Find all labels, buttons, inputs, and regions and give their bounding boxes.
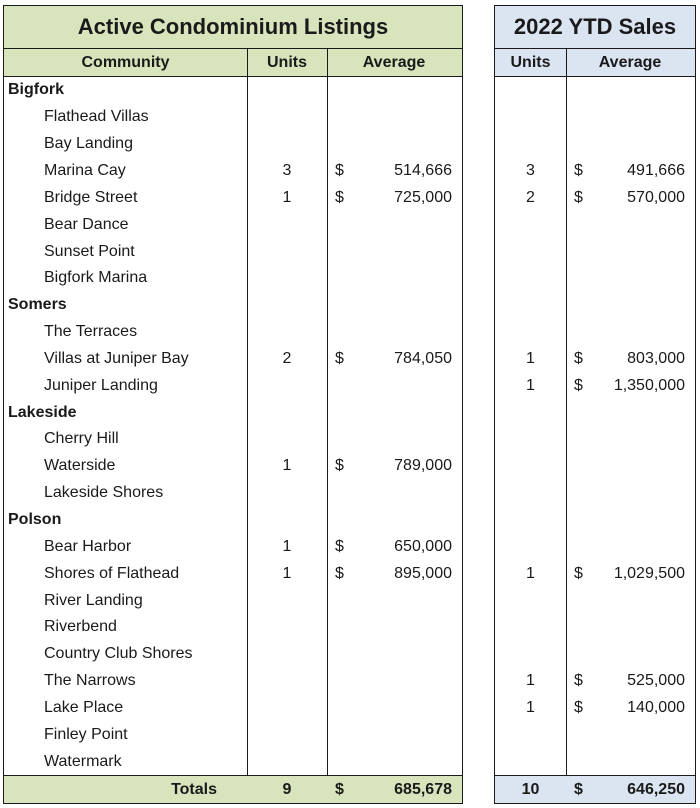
ytd-totals-row bbox=[495, 775, 695, 803]
community-name: Juniper Landing bbox=[44, 376, 158, 394]
ytd-sales-title: 2022 YTD Sales bbox=[495, 6, 695, 49]
ytd-units-cell: 3 bbox=[526, 161, 535, 179]
ytd-table-row bbox=[495, 372, 695, 399]
ytd-table-row bbox=[495, 721, 695, 748]
ytd-table-row bbox=[495, 668, 695, 695]
community-name: Watermark bbox=[44, 752, 122, 770]
average-cell: 784,050 bbox=[394, 349, 452, 367]
table-row bbox=[4, 265, 462, 292]
ytd-average-cell: 1,350,000 bbox=[613, 376, 685, 394]
table-row bbox=[4, 104, 462, 131]
ytd-dollar-sign: $ bbox=[574, 376, 583, 394]
group-name: Lakeside bbox=[8, 403, 77, 421]
active-listings-body bbox=[4, 77, 462, 775]
units-cell bbox=[247, 372, 327, 399]
ytd-table-row bbox=[495, 587, 695, 614]
ytd-table-row bbox=[495, 292, 695, 319]
dollar-sign: $ bbox=[335, 537, 344, 555]
ytd-table-row bbox=[495, 184, 695, 211]
totals-dollar-sign: $ bbox=[335, 780, 344, 798]
community-column-header: Community bbox=[81, 53, 170, 71]
ytd-table-row bbox=[495, 265, 695, 292]
ytd-table-row bbox=[495, 614, 695, 641]
group-row bbox=[4, 507, 462, 534]
ytd-average-cell: 491,666 bbox=[627, 161, 685, 179]
ytd-table-row bbox=[495, 748, 695, 775]
ytd-units-cell: 2 bbox=[526, 188, 535, 206]
table-row bbox=[4, 721, 462, 748]
units-cell bbox=[247, 641, 327, 668]
community-name: Cherry Hill bbox=[44, 430, 119, 448]
community-name: The Narrows bbox=[44, 672, 136, 690]
active-listings-header-row bbox=[4, 49, 462, 77]
table-row bbox=[4, 587, 462, 614]
community-name: Riverbend bbox=[44, 618, 117, 636]
ytd-units-cell: 1 bbox=[526, 672, 535, 690]
average-cell: 895,000 bbox=[394, 564, 452, 582]
units-cell bbox=[247, 480, 327, 507]
active-totals-row bbox=[4, 775, 462, 803]
units-cell: 1 bbox=[282, 457, 292, 475]
ytd-totals-dollar-sign: $ bbox=[574, 780, 583, 798]
totals-average: 685,678 bbox=[394, 780, 452, 798]
units-cell bbox=[247, 131, 327, 158]
average-cell: 789,000 bbox=[394, 457, 452, 475]
ytd-table-row bbox=[495, 694, 695, 721]
totals-label: Totals bbox=[171, 780, 217, 798]
group-row bbox=[4, 292, 462, 319]
table-row bbox=[4, 560, 462, 587]
active-listings-table bbox=[3, 5, 463, 804]
group-name: Polson bbox=[8, 510, 62, 528]
ytd-table-row bbox=[495, 480, 695, 507]
table-row bbox=[4, 345, 462, 372]
units-cell: 1 bbox=[282, 537, 292, 555]
dollar-sign: $ bbox=[335, 161, 344, 179]
table-row bbox=[4, 641, 462, 668]
units-cell bbox=[247, 748, 327, 775]
ytd-sales-table bbox=[494, 5, 696, 804]
units-cell bbox=[247, 211, 327, 238]
ytd-units-column-header: Units bbox=[510, 53, 551, 71]
ytd-table-row bbox=[495, 238, 695, 265]
community-name: The Terraces bbox=[44, 323, 138, 341]
ytd-units-cell bbox=[495, 614, 566, 641]
units-cell bbox=[247, 587, 327, 614]
community-name: Lakeside Shores bbox=[44, 484, 164, 502]
table-row bbox=[4, 453, 462, 480]
community-name: Country Club Shores bbox=[44, 645, 193, 663]
units-column-header: Units bbox=[267, 53, 307, 71]
table-row bbox=[4, 211, 462, 238]
ytd-units-cell bbox=[495, 238, 566, 265]
community-name: Flathead Villas bbox=[44, 108, 149, 126]
community-name: Bigfork Marina bbox=[44, 269, 148, 287]
group-name: Bigfork bbox=[8, 81, 64, 99]
ytd-units-cell bbox=[495, 587, 566, 614]
dollar-sign: $ bbox=[335, 564, 344, 582]
table-row bbox=[4, 480, 462, 507]
community-name: Sunset Point bbox=[44, 242, 135, 260]
ytd-units-cell bbox=[495, 265, 566, 292]
ytd-units-cell bbox=[495, 426, 566, 453]
table-row bbox=[4, 131, 462, 158]
table-row bbox=[4, 748, 462, 775]
ytd-dollar-sign: $ bbox=[574, 161, 583, 179]
ytd-average-cell: 570,000 bbox=[627, 188, 685, 206]
units-cell bbox=[247, 694, 327, 721]
ytd-average-column-header: Average bbox=[598, 53, 662, 71]
ytd-table-row bbox=[495, 131, 695, 158]
ytd-units-cell bbox=[495, 131, 566, 158]
ytd-table-row bbox=[495, 641, 695, 668]
dollar-sign: $ bbox=[335, 349, 344, 367]
community-name: Waterside bbox=[44, 457, 116, 475]
community-name: Bridge Street bbox=[44, 188, 138, 206]
community-name: Bear Dance bbox=[44, 215, 129, 233]
group-name: Somers bbox=[8, 296, 67, 314]
ytd-units-cell bbox=[495, 641, 566, 668]
ytd-dollar-sign: $ bbox=[574, 672, 583, 690]
average-cell: 650,000 bbox=[394, 537, 452, 555]
ytd-average-cell: 803,000 bbox=[627, 349, 685, 367]
units-cell bbox=[247, 721, 327, 748]
ytd-dollar-sign: $ bbox=[574, 698, 583, 716]
dollar-sign: $ bbox=[335, 457, 344, 475]
units-cell bbox=[247, 104, 327, 131]
table-row bbox=[4, 668, 462, 695]
ytd-table-row bbox=[495, 399, 695, 426]
ytd-sales-body bbox=[495, 77, 695, 775]
active-listings-title: Active Condominium Listings bbox=[4, 6, 462, 49]
ytd-totals-average: 646,250 bbox=[627, 780, 685, 798]
group-row bbox=[4, 399, 462, 426]
ytd-sales-header-row bbox=[495, 49, 695, 77]
table-row bbox=[4, 158, 462, 185]
community-name: Villas at Juniper Bay bbox=[44, 349, 189, 367]
units-cell bbox=[247, 614, 327, 641]
units-cell: 1 bbox=[282, 564, 292, 582]
ytd-average-cell: 525,000 bbox=[627, 672, 685, 690]
ytd-table-row bbox=[495, 453, 695, 480]
community-name: Marina Cay bbox=[44, 161, 126, 179]
ytd-table-row bbox=[495, 319, 695, 346]
ytd-units-cell bbox=[495, 533, 566, 560]
table-row bbox=[4, 694, 462, 721]
ytd-table-row bbox=[495, 104, 695, 131]
ytd-units-cell: 1 bbox=[526, 376, 535, 394]
ytd-units-cell bbox=[495, 453, 566, 480]
ytd-table-row bbox=[495, 560, 695, 587]
community-name: Shores of Flathead bbox=[44, 564, 180, 582]
units-cell bbox=[247, 265, 327, 292]
units-cell bbox=[247, 319, 327, 346]
community-name: Finley Point bbox=[44, 725, 128, 743]
ytd-average-cell: 1,029,500 bbox=[613, 564, 685, 582]
average-cell: 514,666 bbox=[394, 161, 452, 179]
units-cell bbox=[247, 426, 327, 453]
community-name: Lake Place bbox=[44, 698, 124, 716]
ytd-table-row bbox=[495, 77, 695, 104]
average-column-header: Average bbox=[362, 53, 426, 71]
units-cell bbox=[247, 668, 327, 695]
ytd-units-cell: 1 bbox=[526, 349, 535, 367]
ytd-units-cell bbox=[495, 480, 566, 507]
ytd-table-row bbox=[495, 158, 695, 185]
ytd-units-cell bbox=[495, 721, 566, 748]
table-row bbox=[4, 426, 462, 453]
ytd-table-row bbox=[495, 345, 695, 372]
ytd-units-cell: 1 bbox=[526, 564, 535, 582]
table-row bbox=[4, 319, 462, 346]
table-row bbox=[4, 372, 462, 399]
ytd-dollar-sign: $ bbox=[574, 188, 583, 206]
ytd-table-row bbox=[495, 211, 695, 238]
ytd-units-cell: 1 bbox=[526, 698, 535, 716]
units-cell: 2 bbox=[282, 349, 292, 367]
table-row bbox=[4, 614, 462, 641]
ytd-units-cell bbox=[495, 104, 566, 131]
table-row bbox=[4, 533, 462, 560]
average-cell: 725,000 bbox=[394, 188, 452, 206]
group-row bbox=[4, 77, 462, 104]
ytd-table-row bbox=[495, 507, 695, 534]
community-name: Bay Landing bbox=[44, 135, 133, 153]
totals-units: 9 bbox=[282, 780, 292, 798]
units-cell: 3 bbox=[282, 161, 292, 179]
ytd-table-row bbox=[495, 426, 695, 453]
ytd-totals-units: 10 bbox=[521, 780, 540, 798]
ytd-dollar-sign: $ bbox=[574, 349, 583, 367]
dollar-sign: $ bbox=[335, 188, 344, 206]
ytd-units-cell bbox=[495, 748, 566, 775]
units-cell: 1 bbox=[282, 188, 292, 206]
table-row bbox=[4, 238, 462, 265]
community-name: River Landing bbox=[44, 591, 143, 609]
ytd-units-cell bbox=[495, 211, 566, 238]
ytd-units-cell bbox=[495, 319, 566, 346]
ytd-table-row bbox=[495, 533, 695, 560]
units-cell bbox=[247, 238, 327, 265]
ytd-average-cell: 140,000 bbox=[627, 698, 685, 716]
table-row bbox=[4, 184, 462, 211]
ytd-dollar-sign: $ bbox=[574, 564, 583, 582]
community-name: Bear Harbor bbox=[44, 537, 132, 555]
